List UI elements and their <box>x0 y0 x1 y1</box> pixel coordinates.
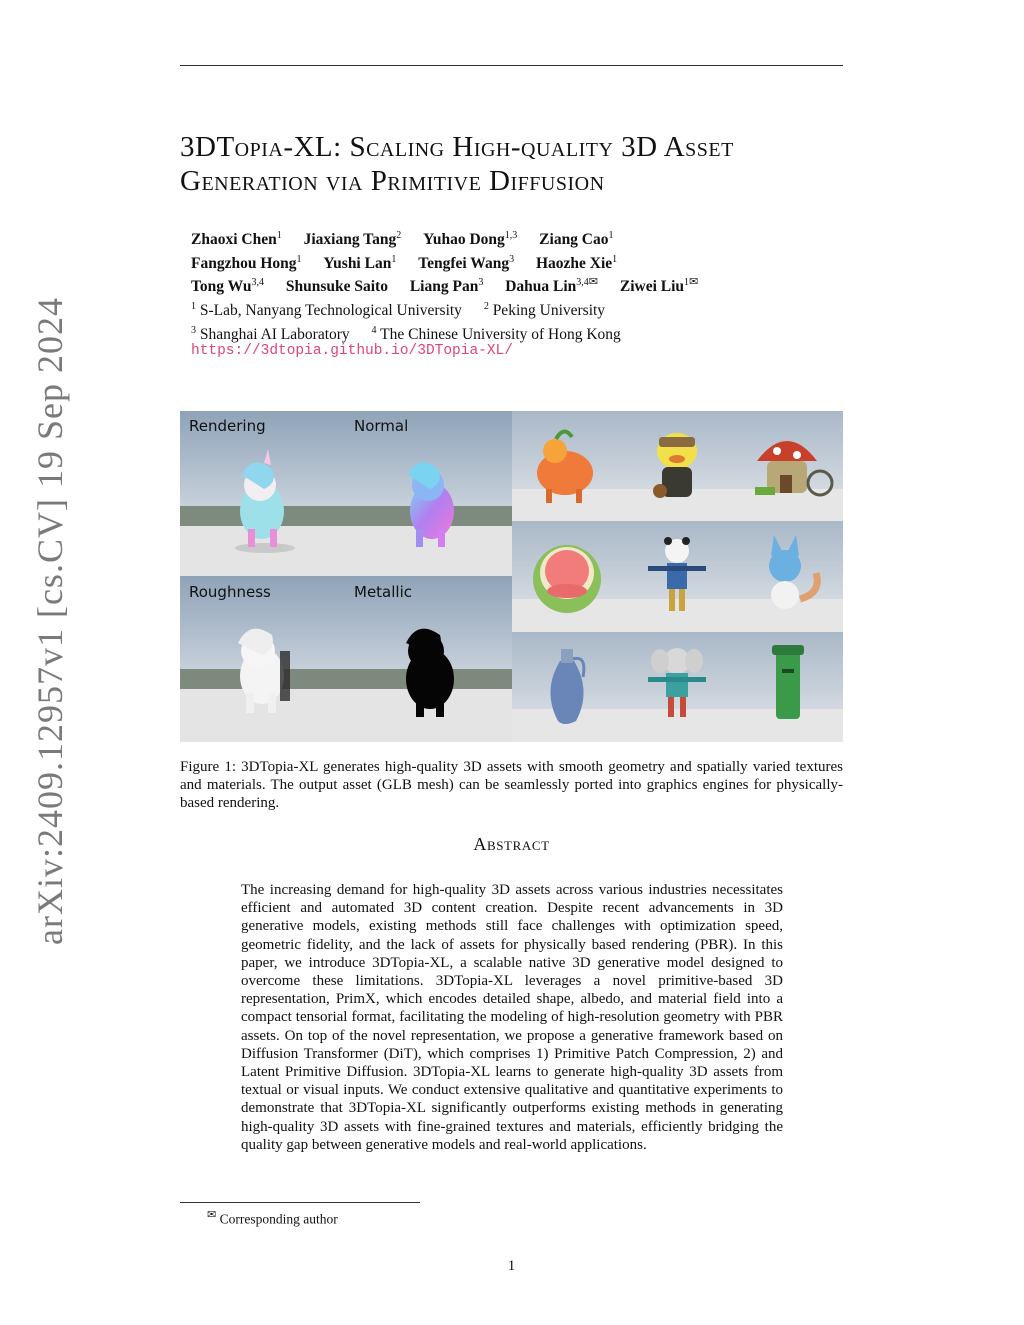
teaser-figure <box>180 411 843 742</box>
author: Ziang Cao$^1$ <box>539 230 614 249</box>
affiliation: $^2$ Peking University <box>483 300 606 320</box>
author: Liang Pan$^3$ <box>409 277 484 296</box>
material-panel-normal <box>346 411 512 576</box>
author: Fangzhou Hong$^1$ <box>191 253 302 272</box>
author: Zhaoxi Chen$^1$ <box>191 230 282 249</box>
page-number: 1 <box>507 1258 516 1274</box>
footnote-text: Corresponding author <box>219 1211 338 1227</box>
footnote-rule <box>180 1202 420 1203</box>
title-line-2: Generation via Primitive Diffusion <box>180 165 605 197</box>
author: Yuhao Dong$^{1,3}$ <box>423 230 518 249</box>
label-rendering: Rendering <box>189 417 266 435</box>
affiliation: $^4$ The Chinese University of Hong Kong <box>371 324 621 343</box>
author: Dahua Lin$^{3,4✉}$ <box>505 276 598 296</box>
affiliation-row-1 <box>191 297 831 321</box>
author-block <box>191 226 831 344</box>
asset-watermelon-chair <box>512 521 622 632</box>
top-rule <box>180 65 843 66</box>
figure-caption: Figure 1: 3DTopia-XL generates high-quality 3D assets with smooth geometry and spatially varied textures and materials. The output asset (GLB mesh) can be seamlessly ported into graphics engines for physically-based rendering. <box>180 759 843 811</box>
asset-vase <box>512 632 622 742</box>
author-row-3 <box>191 273 831 297</box>
affiliation: $^1$ S-Lab, Nanyang Technological University <box>191 300 462 320</box>
author-row-2 <box>191 250 831 274</box>
envelope-icon: ✉ <box>689 276 699 289</box>
label-metallic: Metallic <box>354 583 412 601</box>
asset-gallery <box>512 411 843 742</box>
author: Haozhe Xie$^1$ <box>535 253 618 272</box>
footnote <box>207 1208 338 1228</box>
asset-mushroom-house <box>732 411 843 521</box>
affiliation-row-2 <box>191 321 831 345</box>
asset-duck-character <box>622 411 732 521</box>
envelope-icon: ✉ <box>588 276 598 289</box>
author: Yushi Lan$^1$ <box>323 253 397 272</box>
label-normal: Normal <box>354 417 409 435</box>
paper-title <box>180 130 860 198</box>
label-roughness: Roughness <box>189 583 271 601</box>
teaser-figure-image <box>180 411 843 742</box>
project-url-link[interactable]: https://3dtopia.github.io/3DTopia-XL/ <box>191 343 513 359</box>
author: Shunsuke Saito <box>285 278 388 296</box>
author-row-1 <box>191 226 831 250</box>
abstract-heading: Abstract <box>473 834 550 854</box>
envelope-icon: ✉ <box>207 1209 217 1221</box>
author: Ziwei Liu$^{1✉}$ <box>619 276 699 296</box>
title-line-1: 3DTopia-XL: Scaling High-quality 3D Asset <box>180 131 734 163</box>
asset-green-postbox <box>732 632 843 742</box>
arxiv-identifier-stamp: arXiv:2409.12957v1 [cs.CV] 19 Sep 2024 <box>30 297 70 945</box>
asset-elephant-character <box>622 632 732 742</box>
abstract-body: The increasing demand for high-quality 3D assets across various industries necessitates efficient and automated 3D content creation. Despite recent advancements in 3D generative models, existing methods still face challenges with optimization speed, geometric fidelity, and the lack of assets for physically based rendering (PBR). In this paper, we introduce 3DTopia-XL, a scalable native 3D generative model designed to overcome these limitations. 3DTopia-XL leverages a novel primitive-based 3D representation, PrimX, which encodes detailed shape, albedo, and material field into a compact tensorial format, facilitating the modeling of high-resolution geometry with PBR assets. On top of the novel representation, we propose a generative framework based on Diffusion Transformer (DiT), which comprises 1) Primitive Patch Compression, 2) and Latent Primitive Diffusion. 3DTopia-XL learns to generate high-quality 3D assets from textual or visual inputs. We conduct extensive qualitative and quantitative experiments to demonstrate that 3DTopia-XL significantly outperforms existing methods in generating high-quality 3D assets with fine-grained textures and materials, efficiently bridging the quality gap between generative models and real-world applications. <box>241 882 783 1153</box>
author: Tengfei Wang$^3$ <box>418 253 515 272</box>
author: Tong Wu$^{3,4}$ <box>191 277 264 296</box>
asset-blue-fox <box>732 521 843 632</box>
affiliation: $^3$ Shanghai AI Laboratory <box>191 324 350 343</box>
asset-fruit-creature <box>512 411 622 521</box>
material-panel-rendering <box>180 411 346 576</box>
asset-panda-warrior <box>622 521 732 632</box>
author: Jiaxiang Tang$^2$ <box>303 230 402 249</box>
